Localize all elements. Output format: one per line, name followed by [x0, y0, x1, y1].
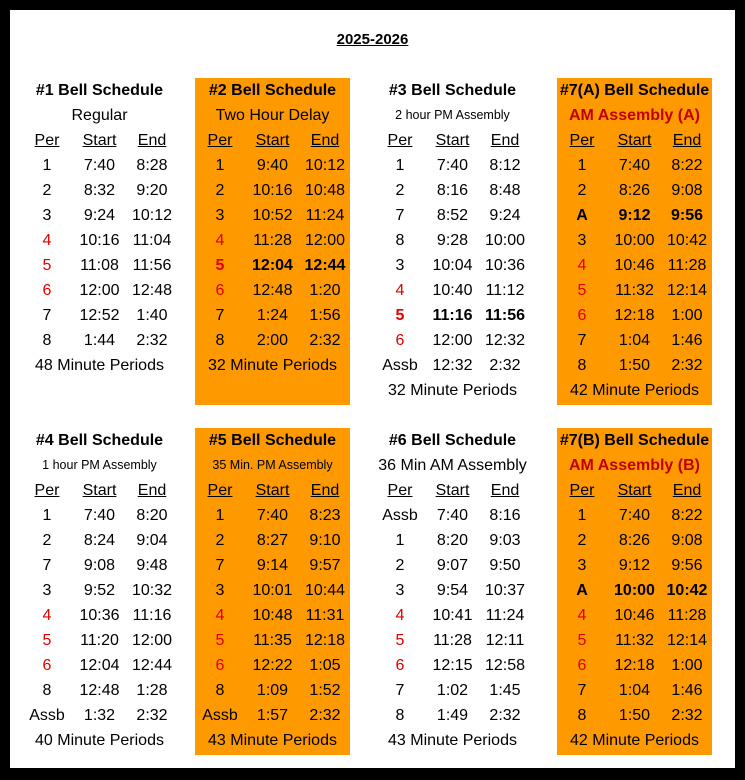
start-time: 8:52 — [436, 207, 469, 224]
period-label: 8 — [215, 682, 225, 699]
start-time: 8:32 — [83, 182, 116, 199]
period-label: 1 — [215, 507, 225, 524]
period-label: 8 — [42, 332, 52, 349]
period-label: 3 — [577, 232, 587, 249]
start-time: 9:28 — [436, 232, 469, 249]
period-label: 2 — [42, 182, 52, 199]
start-time: 9:52 — [83, 582, 116, 599]
end-time: 9:56 — [670, 207, 704, 224]
end-time: 8:16 — [489, 507, 521, 524]
period-label: 1 — [42, 157, 52, 174]
start-time: 1:04 — [618, 332, 651, 349]
end-time: 10:42 — [666, 232, 708, 249]
period-label: 5 — [577, 632, 587, 649]
period-label: 8 — [215, 332, 225, 349]
end-time: 11:31 — [305, 607, 345, 624]
bell-schedule-s4 — [557, 78, 712, 405]
start-time: 1:50 — [618, 707, 651, 724]
end-time: 11:56 — [132, 257, 172, 274]
period-label: 6 — [395, 332, 405, 349]
start-time: 12:18 — [614, 657, 655, 674]
start-time: 7:40 — [83, 157, 116, 174]
end-time: 1:28 — [136, 682, 168, 699]
start-time: 10:40 — [432, 282, 473, 299]
end-time: 10:36 — [484, 257, 526, 274]
period-label: 7 — [215, 557, 225, 574]
end-time: 12:14 — [666, 632, 708, 649]
start-time: 2:00 — [256, 332, 289, 349]
period-label: 1 — [42, 507, 52, 524]
end-time: 2:32 — [671, 357, 703, 374]
start-time: 9:12 — [618, 557, 651, 574]
end-time: 2:32 — [489, 707, 521, 724]
start-time: 1:49 — [436, 707, 469, 724]
period-label: 6 — [577, 307, 587, 324]
end-time: 9:48 — [136, 557, 168, 574]
period-label: 5 — [395, 307, 405, 324]
start-time: 11:20 — [80, 632, 119, 649]
end-time: 10:42 — [666, 582, 708, 599]
end-time: 12:11 — [485, 632, 525, 649]
start-time: 10:41 — [432, 607, 473, 624]
start-time: 12:04 — [252, 257, 293, 274]
bell-schedule-s7 — [375, 428, 530, 755]
start-time: 12:00 — [432, 332, 473, 349]
column-header-start: Start — [255, 482, 290, 499]
start-time: 7:40 — [618, 507, 651, 524]
start-time: 7:40 — [436, 507, 469, 524]
start-time: 12:00 — [79, 282, 120, 299]
start-time: 9:12 — [618, 207, 651, 224]
period-label: 7 — [215, 307, 225, 324]
schedule-heading: #2 Bell Schedule — [208, 82, 337, 99]
end-time: 11:56 — [484, 307, 526, 324]
end-time: 1:52 — [309, 682, 341, 699]
start-time: 8:24 — [83, 532, 116, 549]
start-time: 11:32 — [615, 632, 654, 649]
start-time: 10:46 — [614, 607, 655, 624]
schedule-footer: 40 Minute Periods — [35, 732, 164, 749]
end-time: 12:00 — [131, 632, 173, 649]
end-time: 9:04 — [136, 532, 168, 549]
column-header-per: Per — [569, 482, 595, 499]
column-header-per: Per — [207, 132, 233, 149]
period-label: 4 — [215, 607, 225, 624]
end-time: 2:32 — [309, 332, 341, 349]
period-label: 8 — [42, 682, 52, 699]
schedule-subtitle: AM Assembly (A) — [569, 107, 700, 124]
end-time: 10:00 — [484, 232, 526, 249]
start-time: 11:28 — [433, 632, 472, 649]
schedule-heading: #7(B) Bell Schedule — [559, 432, 710, 449]
end-time: 10:12 — [131, 207, 173, 224]
period-label: 2 — [42, 532, 52, 549]
end-time: 11:28 — [667, 607, 707, 624]
start-time: 10:52 — [252, 207, 293, 224]
start-time: 1:57 — [256, 707, 289, 724]
schedule-footer: 32 Minute Periods — [388, 382, 517, 399]
period-label: 4 — [42, 232, 52, 249]
start-time: 8:26 — [618, 182, 651, 199]
period-label: A — [576, 582, 588, 599]
bell-schedule-s6 — [195, 428, 350, 755]
schedule-subtitle: Regular — [71, 107, 128, 124]
end-time: 8:22 — [671, 507, 703, 524]
period-label: 3 — [395, 582, 405, 599]
schedule-heading: #7(A) Bell Schedule — [559, 82, 710, 99]
period-label: 4 — [215, 232, 225, 249]
end-time: 11:04 — [132, 232, 172, 249]
end-time: 12:48 — [131, 282, 173, 299]
column-header-start: Start — [435, 482, 470, 499]
period-label: 7 — [577, 682, 587, 699]
column-header-end: End — [490, 132, 520, 149]
start-time: 10:16 — [252, 182, 293, 199]
end-time: 1:20 — [309, 282, 341, 299]
period-label: 5 — [215, 257, 225, 274]
schedule-heading: #5 Bell Schedule — [208, 432, 337, 449]
end-time: 9:10 — [309, 532, 341, 549]
end-time: 2:32 — [136, 707, 168, 724]
column-header-start: Start — [82, 132, 117, 149]
schedule-heading: #4 Bell Schedule — [35, 432, 164, 449]
column-header-start: Start — [617, 482, 652, 499]
column-header-per: Per — [207, 482, 233, 499]
start-time: 11:32 — [615, 282, 654, 299]
period-label: 6 — [395, 657, 405, 674]
start-time: 7:40 — [83, 507, 116, 524]
end-time: 8:12 — [489, 157, 521, 174]
column-header-start: Start — [255, 132, 290, 149]
start-time: 1:50 — [618, 357, 651, 374]
period-label: 3 — [215, 207, 225, 224]
column-header-start: Start — [617, 132, 652, 149]
schedule-heading: #1 Bell Schedule — [35, 82, 164, 99]
start-time: 10:46 — [614, 257, 655, 274]
end-time: 9:56 — [671, 557, 703, 574]
schedule-footer: 42 Minute Periods — [570, 732, 699, 749]
schedule-footer: 43 Minute Periods — [388, 732, 517, 749]
period-label: 6 — [215, 282, 225, 299]
period-label: 1 — [395, 532, 405, 549]
period-label: 1 — [577, 157, 587, 174]
bell-schedule-s3 — [375, 78, 530, 405]
start-time: 12:48 — [252, 282, 293, 299]
schedule-subtitle: Two Hour Delay — [215, 107, 330, 124]
column-header-per: Per — [387, 482, 413, 499]
end-time: 1:46 — [671, 332, 703, 349]
period-label: 7 — [42, 557, 52, 574]
period-label: 5 — [42, 257, 52, 274]
start-time: 12:52 — [79, 307, 120, 324]
start-time: 10:04 — [432, 257, 473, 274]
bell-schedule-s8 — [557, 428, 712, 755]
period-label: 7 — [42, 307, 52, 324]
period-label: 7 — [577, 332, 587, 349]
period-label: 4 — [395, 282, 405, 299]
period-label: 3 — [42, 207, 52, 224]
start-time: 8:27 — [256, 532, 289, 549]
schedule-heading: #3 Bell Schedule — [388, 82, 517, 99]
bell-schedule-s1 — [22, 78, 177, 378]
start-time: 12:22 — [252, 657, 293, 674]
period-label: 5 — [395, 632, 405, 649]
start-time: 11:16 — [432, 307, 473, 324]
column-header-end: End — [310, 132, 340, 149]
period-label: 6 — [42, 282, 52, 299]
page-title: 2025-2026 — [336, 31, 409, 48]
end-time: 8:20 — [136, 507, 168, 524]
period-label: 2 — [215, 532, 225, 549]
period-label: 6 — [577, 657, 587, 674]
column-header-per: Per — [34, 132, 60, 149]
start-time: 1:32 — [83, 707, 116, 724]
end-time: 2:32 — [489, 357, 521, 374]
start-time: 7:40 — [256, 507, 289, 524]
start-time: 9:07 — [436, 557, 469, 574]
period-label: 3 — [395, 257, 405, 274]
end-time: 12:44 — [131, 657, 173, 674]
start-time: 1:09 — [256, 682, 289, 699]
schedule-subtitle: 1 hour PM Assembly — [42, 458, 157, 472]
bell-schedule-s5 — [22, 428, 177, 755]
schedule-footer: 48 Minute Periods — [35, 357, 164, 374]
start-time: 11:28 — [253, 232, 292, 249]
schedule-subtitle: 36 Min AM Assembly — [378, 457, 527, 474]
end-time: 11:28 — [667, 257, 707, 274]
end-time: 8:23 — [309, 507, 341, 524]
column-header-start: Start — [82, 482, 117, 499]
end-time: 10:44 — [304, 582, 346, 599]
column-header-end: End — [310, 482, 340, 499]
period-label: Assb — [382, 357, 418, 374]
end-time: 11:24 — [305, 207, 345, 224]
period-label: 6 — [42, 657, 52, 674]
schedule-subtitle: AM Assembly (B) — [569, 457, 700, 474]
column-header-end: End — [137, 132, 167, 149]
start-time: 9:14 — [256, 557, 289, 574]
period-label: 8 — [577, 707, 587, 724]
bell-schedule-s2 — [195, 78, 350, 405]
period-label: 6 — [215, 657, 225, 674]
end-time: 12:00 — [304, 232, 346, 249]
period-label: 1 — [215, 157, 225, 174]
period-label: 3 — [215, 582, 225, 599]
start-time: 12:32 — [432, 357, 473, 374]
start-time: 10:16 — [79, 232, 120, 249]
schedule-footer: 42 Minute Periods — [570, 382, 699, 399]
end-time: 9:08 — [671, 532, 703, 549]
end-time: 1:00 — [671, 657, 703, 674]
end-time: 12:32 — [484, 332, 526, 349]
end-time: 9:50 — [489, 557, 521, 574]
end-time: 11:24 — [485, 607, 525, 624]
start-time: 9:24 — [83, 207, 116, 224]
period-label: 4 — [577, 607, 587, 624]
end-time: 9:57 — [309, 557, 341, 574]
end-time: 2:32 — [136, 332, 168, 349]
start-time: 8:16 — [436, 182, 469, 199]
end-time: 10:37 — [484, 582, 526, 599]
schedule-subtitle: 2 hour PM Assembly — [395, 108, 510, 122]
end-time: 9:03 — [489, 532, 521, 549]
end-time: 11:16 — [132, 607, 172, 624]
end-time: 1:56 — [309, 307, 341, 324]
start-time: 12:18 — [614, 307, 655, 324]
schedule-footer: 32 Minute Periods — [208, 357, 337, 374]
start-time: 7:40 — [436, 157, 469, 174]
column-header-end: End — [672, 482, 702, 499]
start-time: 10:00 — [614, 582, 655, 599]
column-header-per: Per — [34, 482, 60, 499]
start-time: 10:48 — [252, 607, 293, 624]
period-label: Assb — [382, 507, 418, 524]
period-label: 4 — [577, 257, 587, 274]
end-time: 10:32 — [131, 582, 173, 599]
end-time: 2:32 — [309, 707, 341, 724]
end-time: 12:18 — [304, 632, 346, 649]
end-time: 9:24 — [489, 207, 521, 224]
period-label: 5 — [215, 632, 225, 649]
start-time: 11:35 — [253, 632, 292, 649]
start-time: 9:54 — [436, 582, 469, 599]
end-time: 9:20 — [136, 182, 168, 199]
start-time: 10:00 — [614, 232, 655, 249]
period-label: 8 — [395, 707, 405, 724]
period-label: 2 — [215, 182, 225, 199]
schedule-heading: #6 Bell Schedule — [388, 432, 517, 449]
period-label: 4 — [395, 607, 405, 624]
schedule-subtitle: 35 Min. PM Assembly — [212, 458, 333, 472]
end-time: 1:00 — [671, 307, 703, 324]
period-label: 8 — [577, 357, 587, 374]
end-time: 1:46 — [671, 682, 703, 699]
start-time: 8:26 — [618, 532, 651, 549]
end-time: 8:22 — [671, 157, 703, 174]
period-label: A — [576, 207, 588, 224]
period-label: 1 — [395, 157, 405, 174]
column-header-per: Per — [387, 132, 413, 149]
period-label: 2 — [577, 182, 587, 199]
period-label: 3 — [577, 557, 587, 574]
period-label: Assb — [29, 707, 65, 724]
end-time: 8:48 — [489, 182, 521, 199]
period-label: 5 — [577, 282, 587, 299]
period-label: Assb — [202, 707, 238, 724]
column-header-end: End — [490, 482, 520, 499]
end-time: 1:05 — [309, 657, 341, 674]
end-time: 1:45 — [489, 682, 521, 699]
start-time: 8:20 — [436, 532, 469, 549]
start-time: 1:02 — [436, 682, 469, 699]
column-header-start: Start — [435, 132, 470, 149]
end-time: 12:14 — [666, 282, 708, 299]
end-time: 11:12 — [485, 282, 525, 299]
period-label: 7 — [395, 207, 405, 224]
start-time: 12:48 — [79, 682, 120, 699]
end-time: 1:40 — [136, 307, 168, 324]
start-time: 12:15 — [432, 657, 473, 674]
start-time: 9:08 — [83, 557, 116, 574]
schedule-footer: 43 Minute Periods — [208, 732, 337, 749]
period-label: 2 — [395, 557, 405, 574]
end-time: 8:28 — [136, 157, 168, 174]
end-time: 10:12 — [304, 157, 346, 174]
start-time: 1:24 — [256, 307, 289, 324]
start-time: 9:40 — [256, 157, 289, 174]
period-label: 2 — [395, 182, 405, 199]
end-time: 12:58 — [484, 657, 526, 674]
period-label: 4 — [42, 607, 52, 624]
period-label: 7 — [395, 682, 405, 699]
start-time: 10:36 — [79, 607, 120, 624]
start-time: 7:40 — [618, 157, 651, 174]
period-label: 3 — [42, 582, 52, 599]
column-header-end: End — [137, 482, 167, 499]
column-header-end: End — [672, 132, 702, 149]
period-label: 8 — [395, 232, 405, 249]
end-time: 10:48 — [304, 182, 346, 199]
start-time: 1:04 — [618, 682, 651, 699]
start-time: 10:01 — [252, 582, 293, 599]
start-time: 12:04 — [79, 657, 120, 674]
start-time: 11:08 — [80, 257, 119, 274]
period-label: 2 — [577, 532, 587, 549]
end-time: 12:44 — [304, 257, 346, 274]
end-time: 9:08 — [671, 182, 703, 199]
period-label: 5 — [42, 632, 52, 649]
end-time: 2:32 — [671, 707, 703, 724]
start-time: 1:44 — [83, 332, 116, 349]
period-label: 1 — [577, 507, 587, 524]
column-header-per: Per — [569, 132, 595, 149]
